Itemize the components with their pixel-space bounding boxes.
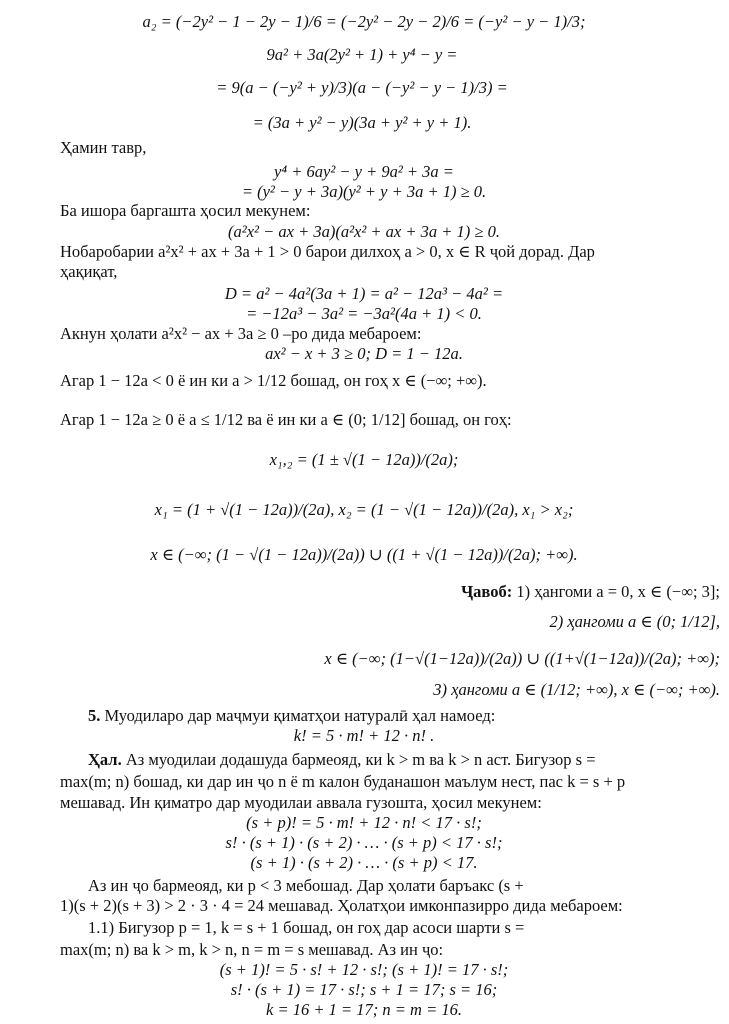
line-l16: Агар 1 − 12a < 0 ё ин ки a > 1/12 бошад, он гоҳ x ∈ (−∞; +∞). [60,371,487,390]
line-l14: Акнун ҳолати a²x² − ax + 3a ≥ 0 –ро дида мебароем: [60,324,422,343]
line-l33: Аз ин ҷо бармеояд, ки p < 3 мебошад. Дар ҳолати баръакс (s + [88,876,524,895]
line-l34: 1)(s + 2)(s + 3) > 2 · 3 · 4 = 24 мешавад. Ҳолатҳои имконпазирро дида мебароем: [60,896,623,915]
line-l24: 3) ҳангоми a ∈ (1/12; +∞), x ∈ (−∞; +∞). [433,680,720,699]
line-l01: a₂ = (−2y² − 1 − 2y − 1)/6 = (−2y² − 2y − 2)/6 = (−y² − y − 1)/3; [142,12,586,31]
line-l05: Ҳамин тавр, [60,138,147,157]
line-l32: (s + 1) · (s + 2) · … · (s + p) < 17. [250,853,478,872]
line-l07: = (y² − y + 3a)(y² + y + 3a + 1) ≥ 0. [241,182,487,201]
line-l08: Ба ишора баргашта ҳосил мекунем: [60,201,311,220]
line-l17: Агар 1 − 12a ≥ 0 ё a ≤ 1/12 ва ё ин ки a ∈ (0; 1/12] бошад, он гоҳ: [60,410,512,429]
line-l26: k! = 5 · m! + 12 · n! . [293,726,435,745]
line-l04: = (3a + y² − y)(3a + y² + y + 1). [252,113,472,132]
line-l15: ax² − x + 3 ≥ 0; D = 1 − 12a. [265,344,463,363]
line-l20: x ∈ (−∞; (1 − √(1 − 12a))/(2a)) ∪ ((1 + √(1 − 12a))/(2a); +∞). [150,545,578,564]
line-l31: s! · (s + 1) · (s + 2) · … · (s + p) < 17 · s!; [225,833,503,852]
line-l29: мешавад. Ин қиматро дар муодилаи аввала гузошта, ҳосил мекунем: [60,793,542,812]
line-l27: Ҳал. Аз муодилаи додашуда бармеояд, ки k > m ва k > n аст. Бигузор s = [88,750,596,769]
line-l21: Ҷавоб: 1) ҳангоми a = 0, x ∈ (−∞; 3]; [461,582,720,601]
line-l25: 5. Муодиларо дар маҷмуи қиматҳои натуралӣ ҳал намоед: [88,706,496,725]
line-l12: D = a² − 4a²(3a + 1) = a² − 12a³ − 4a² = [224,284,504,303]
line-l06: y⁴ + 6ay² − y + 9a² + 3a = [274,162,454,181]
line-l39: k = 16 + 1 = 17; n = m = 16. [266,1000,462,1019]
line-l02: 9a² + 3a(2y² + 1) + y⁴ − y = [266,45,458,64]
line-l23: x ∈ (−∞; (1−√(1−12a))/(2a)) ∪ ((1+√(1−12a))/(2a); +∞); [324,649,720,668]
line-l38: s! · (s + 1) = 17 · s!; s + 1 = 17; s = 16; [230,980,498,999]
line-l35: 1.1) Бигузор p = 1, k = s + 1 бошад, он гоҳ дар асоси шарти s = [88,918,525,937]
line-l37: (s + 1)! = 5 · s! + 12 · s!; (s + 1)! = 17 · s!; [219,960,509,979]
line-l11: ҳақиқат, [60,262,118,281]
line-l09: (a²x² − ax + 3a)(a²x² + ax + 3a + 1) ≥ 0. [228,222,500,241]
line-l28: max(m; n) бошад, ки дар ин ҷо n ё m калон буданашон маълум нест, пас k = s + p [60,772,626,791]
line-l30: (s + p)! = 5 · m! + 12 · n! < 17 · s!; [246,813,482,832]
line-l10: Нобаробарии a²x² + ax + 3a + 1 > 0 барои дилхоҳ a > 0, x ∈ R ҷой дорад. Дар [60,242,595,261]
line-l22: 2) ҳангоми a ∈ (0; 1/12], [549,612,720,631]
line-l18: x₁,₂ = (1 ± √(1 − 12a))/(2a); [269,450,459,469]
line-l13: = −12a³ − 3a² = −3a²(4a + 1) < 0. [246,304,482,323]
line-l19: x₁ = (1 + √(1 − 12a))/(2a), x₂ = (1 − √(1 − 12a))/(2a), x₁ > x₂; [154,500,574,519]
line-l03: = 9(a − (−y² + y)/3)(a − (−y² − y − 1)/3) = [216,78,508,97]
line-l36: max(m; n) ва k > m, k > n, n = m = s мешавад. Аз ин ҷо: [60,940,444,959]
